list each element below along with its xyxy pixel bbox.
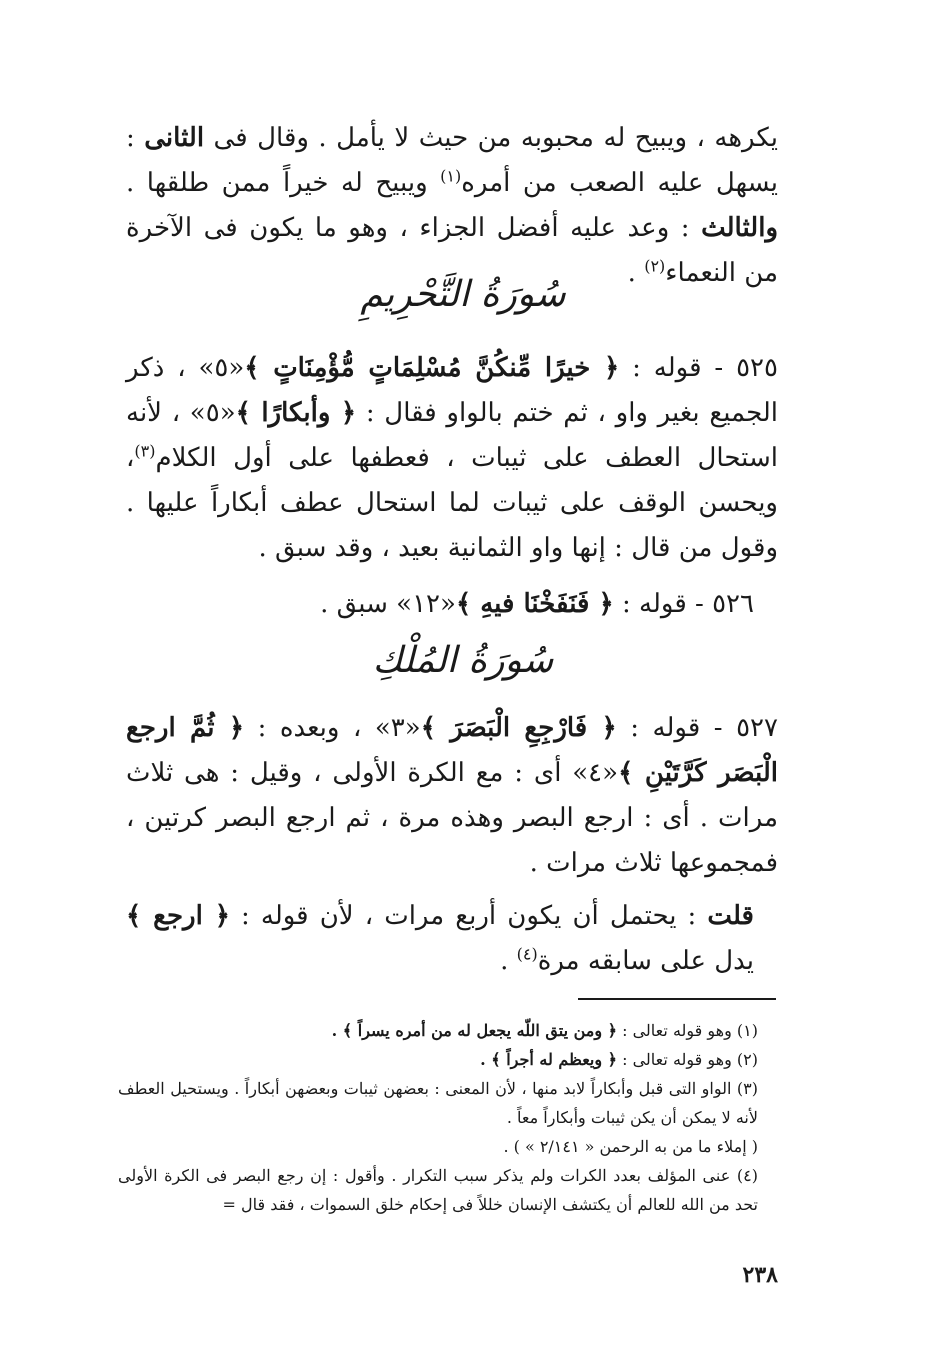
paragraph-intro	[126, 116, 778, 296]
quran-quote: ﴿ ومن يتق اللّه يجعل له من أمره يسراً ﴾ .	[331, 1021, 618, 1040]
footnote-divider	[578, 998, 776, 1000]
text-run: : يسهل عليه الصعب من أمره	[126, 123, 778, 198]
footnote-2	[118, 1045, 778, 1074]
entry-526	[126, 582, 778, 627]
text-run: «٤» أى : مع الكرة الأولى ، وقيل : هى ثلاث مرات . أى : ارجع البصر وهذه مرة ، ثم ارجع البصر كرتين ، فمجموعها ثلاث مرات .	[126, 758, 778, 878]
quran-quote: ﴿ خيرًا مِّنكُنَّ مُسْلِمَاتٍ مُّؤْمِنَاتٍ ﴾	[244, 353, 620, 383]
qult-paragraph	[126, 894, 778, 984]
entry-number: ٥٢٧ - قوله :	[616, 713, 778, 743]
quran-quote: ﴿ فَارْجِعِ الْبَصَرَ ﴾	[420, 713, 617, 743]
text-run: يدل على سابقه مرة	[537, 946, 754, 976]
quran-quote: ﴿ ثُمَّ ارجع الْبَصَر كَرَّتَيْنِ ﴾	[126, 713, 778, 788]
text-run: يكرهه ، ويبيح له محبوبه من حيث لا يأمل . وقال فى	[204, 123, 778, 153]
surah-heading: سُورَةُ التَّحْرِيمِ	[360, 274, 566, 315]
footnote-ref: (٤)	[516, 944, 538, 964]
paragraph-text	[126, 116, 778, 296]
text-run: «٣» ، وبعده :	[244, 713, 421, 743]
footnote-3-source: ( إملاء ما من به الرحمن « ٢/١٤١ » ) .	[503, 1137, 758, 1156]
paragraph-text	[126, 706, 778, 886]
quran-quote: ﴿ ارجع ﴾	[126, 901, 230, 931]
footnote-1	[118, 1016, 778, 1045]
entry-527	[126, 706, 778, 886]
text-run: .	[627, 258, 645, 288]
text-run: : يحتمل أن يكون أربع مرات ، لأن قوله :	[229, 901, 708, 931]
footnote-3: (٣) الواو التى قبل وأبكاراً لابد منها ، لأن المعنى : بعضهن ثيبات وبعضهن أبكاراً . ويستحيل العطف لأنه لا يمكن أن يكن ثيبات وأبكاراً معاً .	[118, 1079, 758, 1127]
text-run: ، ويحسن الوقف على ثيبات لما استحال عطف أبكاراً عليها . وقول من قال : إنها واو الثمانية بعيد ، وقد سبق .	[126, 443, 778, 563]
footnotes	[118, 1016, 778, 1219]
paragraph-text	[126, 346, 778, 571]
quran-quote: ﴿ ويعظم له أجراً ﴾ .	[480, 1050, 618, 1069]
paragraph-text	[126, 894, 778, 984]
quran-quote: ﴿ فَنَفَخْنَا فيهِ ﴾	[455, 589, 614, 619]
entry-number: ٥٢٦ - قوله :	[613, 589, 754, 619]
page-number: ٢٣٨	[742, 1262, 778, 1288]
footnote-4: (٤) عنى المؤلف بعدد الكرات ولم يذكر سبب التكرار . وأقول : إن رجع البصر فى الكرة الأولى تحد من الله للعالم أن يكتشف الإنسان خللاً فى إحكام خلق السموات ، فقد قال =	[118, 1166, 758, 1214]
surah-heading: سُورَةُ المُلْكِ	[372, 640, 554, 681]
quran-quote: ﴿ وأبكارًا ﴾	[235, 398, 357, 428]
text-run: (٢) وهو قوله تعالى :	[617, 1050, 758, 1069]
bold-term: الثانى	[144, 123, 205, 153]
text-run: : وعد عليه أفضل الجزاء ، وهو ما يكون فى الآخرة من النعماء	[126, 213, 778, 288]
paragraph-text	[126, 582, 778, 627]
footnote-ref: (٣)	[134, 441, 156, 461]
text-run: (١) وهو قوله تعالى :	[617, 1021, 758, 1040]
footnote-ref: (١)	[440, 166, 462, 186]
text-run: ويبيح له خيراً ممن طلقها .	[126, 168, 441, 198]
bold-term: والثالث	[701, 213, 778, 243]
text-run: «١٢» سبق .	[320, 589, 456, 619]
bold-term: قلت	[707, 901, 754, 931]
text-run: .	[500, 946, 517, 976]
entry-525	[126, 346, 778, 571]
entry-number: ٥٢٥ - قوله :	[619, 353, 778, 383]
footnote-ref: (٢)	[644, 256, 666, 276]
text-run: «٥» ، ذكر الجميع بغير واو ، ثم ختم بالواو فقال :	[126, 353, 778, 428]
text-run: «٥» ، لأنه استحال العطف على ثيبات ، فعطفها على أول الكلام	[126, 398, 778, 473]
